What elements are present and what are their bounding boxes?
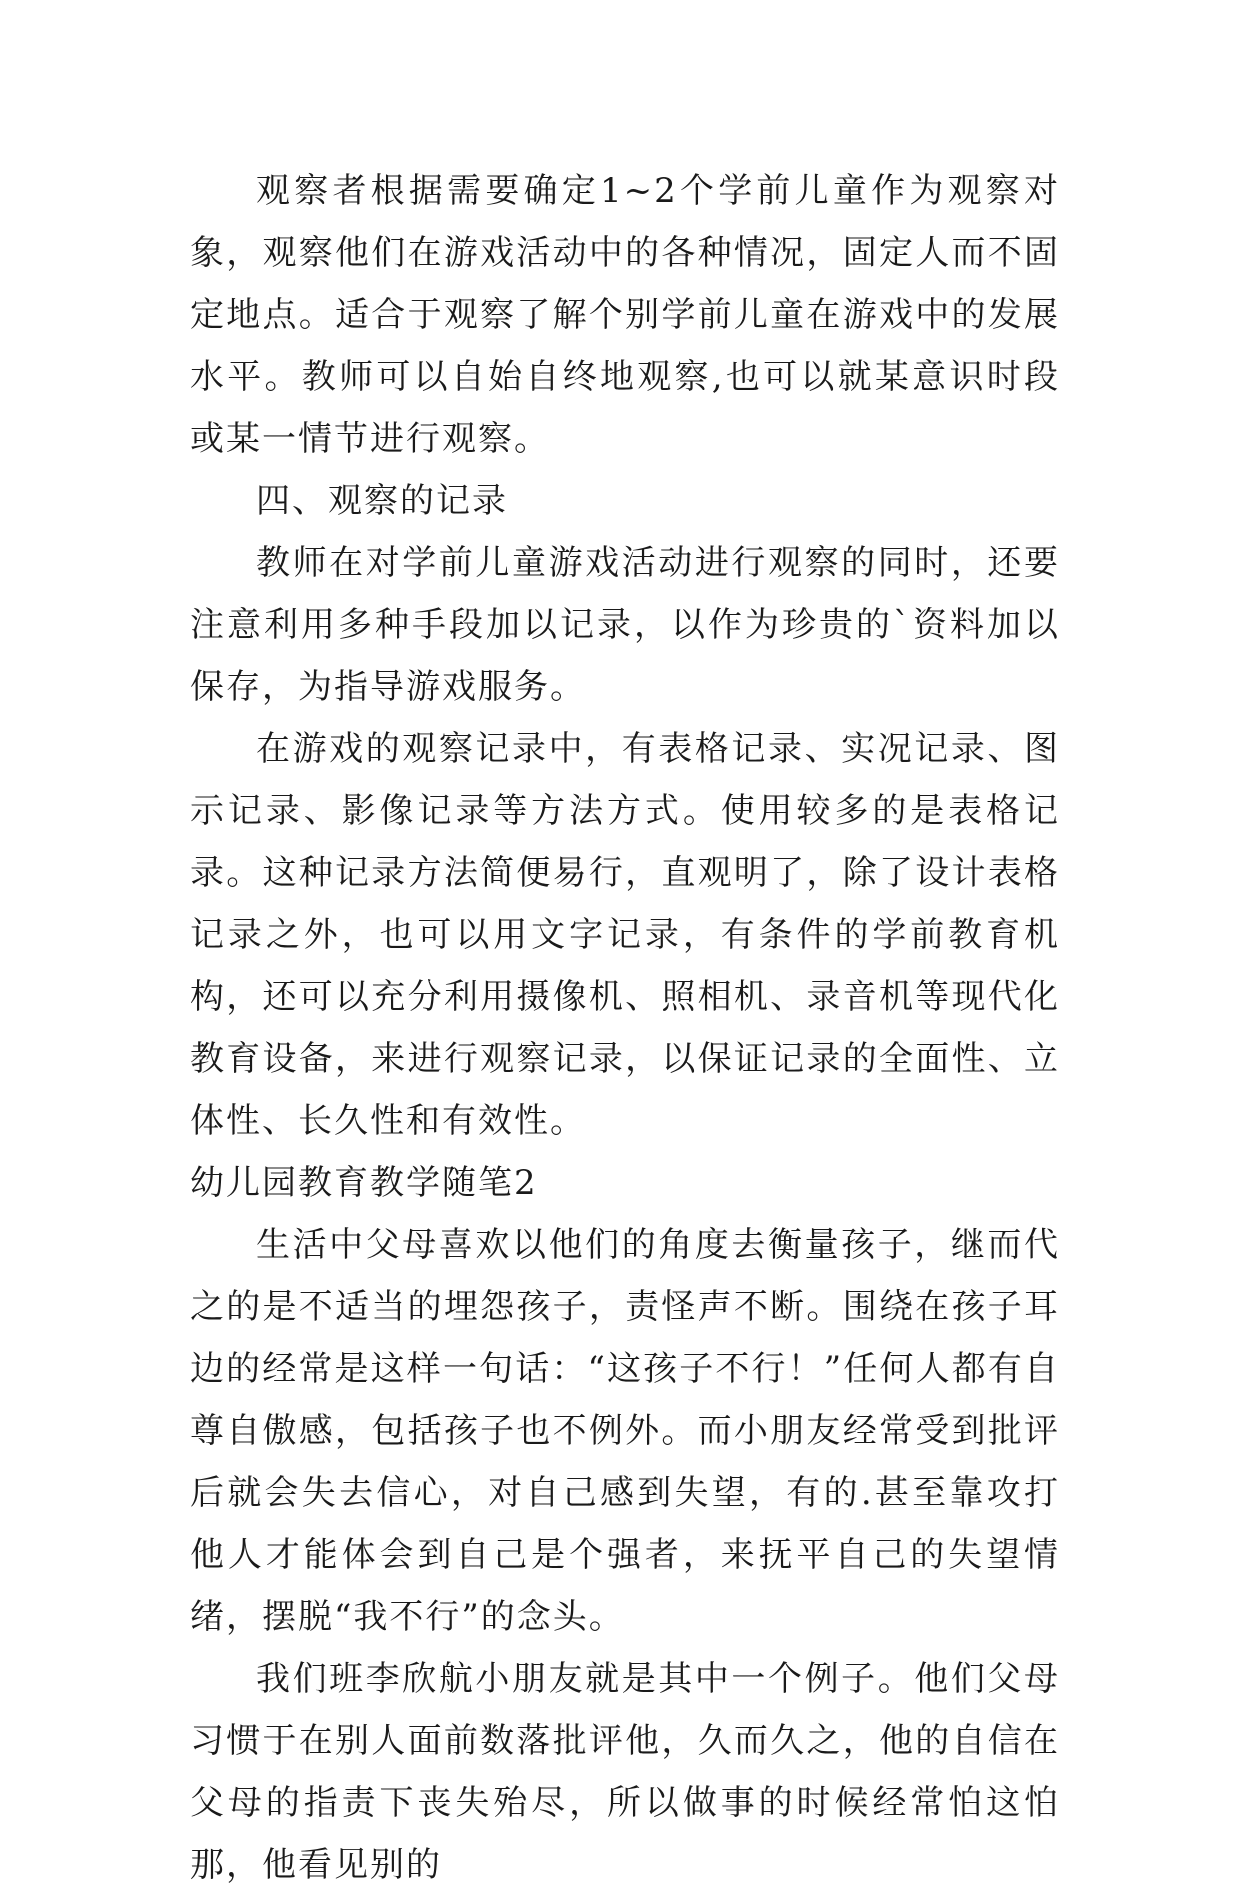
document-body [190,160,1060,1896]
paragraph-recording-methods: 在游戏的观察记录中，有表格记录、实况记录、图示记录、影像记录等方法方式。使用较多的是表格记录。这种记录方法简便易行，直观明了，除了设计表格记录之外，也可以用文字记录，有条件的学前教育机构，还可以充分利用摄像机、照相机、录音机等现代化教育设备，来进行观察记录，以保证记录的全面性、立体性、长久性和有效性。 [190,729,1060,1141]
section-heading-recording: 四、观察的记录 [256,481,508,521]
paragraph-recording-intro: 教师在对学前儿童游戏活动进行观察的同时，还要注意利用多种手段加以记录，以作为珍贵的`资料加以保存，为指导游戏服务。 [190,543,1060,707]
essay-title: 幼儿园教育教学随笔2 [190,1163,538,1203]
paragraph-example-child: 我们班李欣航小朋友就是其中一个例子。他们父母习惯于在别人面前数落批评他，久而久之，他的自信在父母的指责下丧失殆尽，所以做事的时候经常怕这怕那，他看见别的 [190,1659,1060,1885]
paragraph-observation-subject: 观察者根据需要确定1~2个学前儿童作为观察对象，观察他们在游戏活动中的各种情况，固定人而不固定地点。适合于观察了解个别学前儿童在游戏中的发展水平。教师可以自始自终地观察,也可以就某意识时段或某一情节进行观察。 [190,171,1060,459]
paragraph-parents-criticism: 生活中父母喜欢以他们的角度去衡量孩子，继而代之的是不适当的埋怨孩子，责怪声不断。围绕在孩子耳边的经常是这样一句话：“这孩子不行！”任何人都有自尊自傲感，包括孩子也不例外。而小朋友经常受到批评后就会失去信心，对自己感到失望，有的.甚至靠攻打他人才能体会到自己是个强者，来抚平自己的失望情绪，摆脱“我不行”的念头。 [190,1225,1060,1637]
